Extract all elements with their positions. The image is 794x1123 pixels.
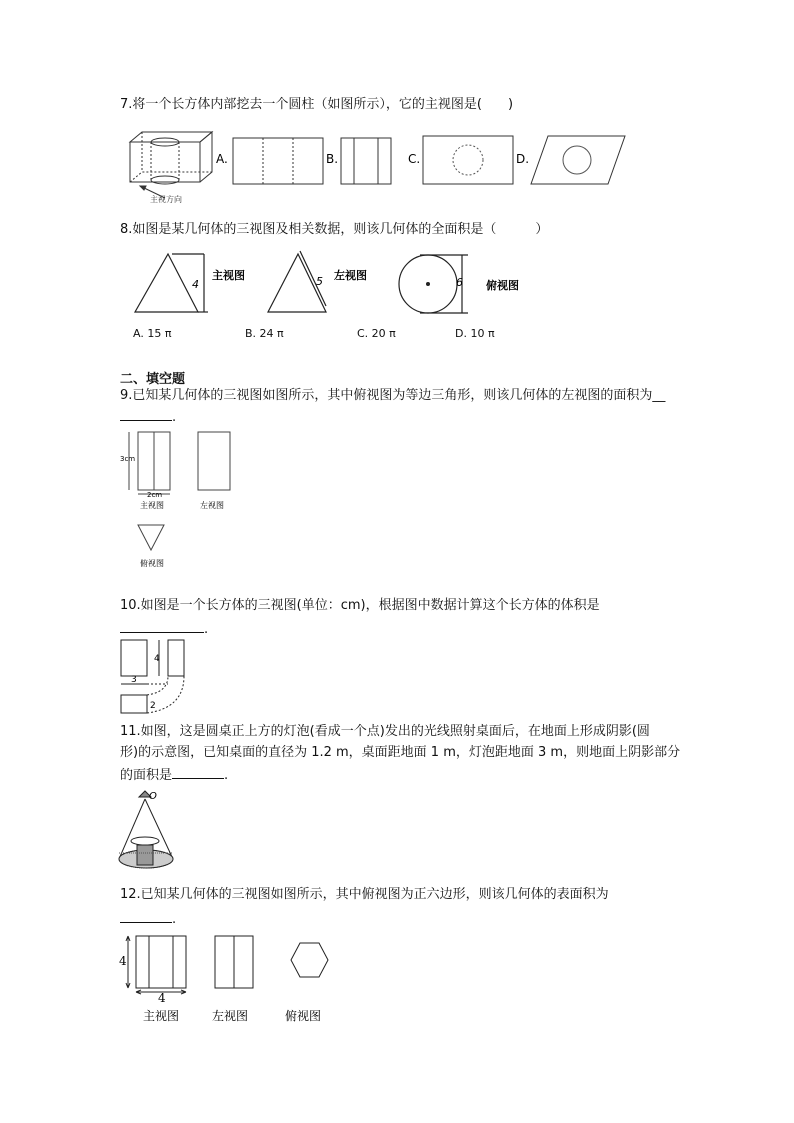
q8-front-label: 主视图: [212, 269, 245, 282]
q12-front-view: [126, 936, 186, 994]
q11-point-label: O: [149, 791, 157, 802]
q10-tail: .: [204, 622, 209, 637]
q12-left-label: 左视图: [212, 1009, 249, 1023]
q7-text: 7.将一个长方体内部挖去一个圆柱（如图所示），它的主视图是( ): [120, 97, 514, 112]
q12-top-label: 俯视图: [285, 1009, 322, 1023]
q9-height-dim: 3cm: [120, 455, 136, 463]
q10-text: 10.如图是一个长方体的三视图(单位：cm)，根据图中数据计算这个长方体的体积是: [120, 598, 600, 613]
q12-left-view: [215, 936, 253, 988]
q9-answer-line: [120, 408, 176, 426]
q9-top-label: 俯视图: [140, 559, 164, 568]
q12-answer-line: [120, 910, 176, 928]
q8-option-c: C. 20 π: [357, 327, 396, 340]
q8-top-label: 俯视图: [486, 279, 519, 292]
q9-figures: [120, 428, 240, 573]
q10-dim-c: 2: [150, 701, 156, 711]
q8-figures: [120, 248, 540, 320]
q7-option-a: A.: [216, 152, 228, 166]
q12-height-dim: 4: [119, 954, 127, 968]
q7-option-b-figure: [341, 138, 391, 184]
q11-figure: [115, 787, 185, 877]
q10-figures: [120, 638, 190, 718]
q9-width-dim: 2cm: [147, 491, 163, 499]
q7-option-c-figure: [423, 136, 513, 184]
q10-answer-blank: [120, 620, 204, 633]
section-title: 二、填空题: [120, 372, 186, 387]
q10-answer-line: [120, 620, 208, 638]
q9-tail: .: [172, 410, 177, 425]
q9-answer-blank: [120, 408, 172, 421]
q9-top-view: [138, 525, 164, 550]
q9-front-view: [129, 432, 170, 494]
q7-box-figure: [130, 132, 212, 198]
q7-option-b: B.: [326, 152, 339, 166]
q8-option-d: D. 10 π: [455, 327, 495, 340]
q8-option-a: A. 15 π: [133, 327, 172, 340]
q9-left-label: 左视图: [200, 501, 224, 510]
q7-option-a-figure: [233, 138, 323, 184]
q9-front-label: 主视图: [140, 501, 164, 510]
q8-option-b: B. 24 π: [245, 327, 284, 340]
q11-answer-blank: [172, 766, 224, 779]
q10-dim-b: 3: [131, 675, 137, 685]
q12-tail: .: [172, 912, 177, 927]
q11-line2: 形)的示意图，已知桌面的直径为 1.2 m，桌面距地面 1 m，灯泡距地面 3 m，则地面上阴影部分: [120, 745, 681, 760]
q9-left-view: [198, 432, 230, 490]
q11-line3-pre: 的面积是: [120, 768, 173, 783]
q11-line3: [120, 766, 228, 784]
q7-option-d-figure: [531, 136, 625, 184]
q11-line3-post: .: [224, 768, 229, 783]
q12-figures: [115, 930, 335, 1028]
q8-left-dim: 5: [316, 275, 323, 288]
q12-text: 12.已知某几何体的三视图如图所示，其中俯视图为正六边形，则该几何体的表面积为: [120, 887, 609, 902]
q7-direction-label: 主视方向: [150, 195, 182, 204]
q7-option-d: D.: [516, 152, 530, 166]
q8-text: 8.如图是某几何体的三视图及相关数据，则该几何体的全面积是（ ）: [120, 222, 549, 237]
q12-width-dim: 4: [158, 991, 166, 1005]
q7-figures: [120, 128, 640, 206]
q12-top-view: [291, 943, 328, 977]
q11-line1: 11.如图，这是圆桌正上方的灯泡(看成一个点)发出的光线照射桌面后，在地面上形成阴影(圆: [120, 724, 650, 739]
q10-dim-a: 4: [154, 654, 160, 664]
q11-lamp-diagram: [119, 791, 173, 868]
q9-text: 9.已知某几何体的三视图如图所示，其中俯视图为等边三角形，则该几何体的左视图的面积为__: [120, 388, 666, 403]
q7-option-c: C.: [408, 152, 421, 166]
q8-front-dim: 4: [192, 278, 199, 291]
q8-top-dim: 6: [456, 276, 463, 289]
q12-answer-blank: [120, 910, 172, 923]
q8-left-label: 左视图: [334, 269, 367, 282]
q12-front-label: 主视图: [143, 1009, 180, 1023]
